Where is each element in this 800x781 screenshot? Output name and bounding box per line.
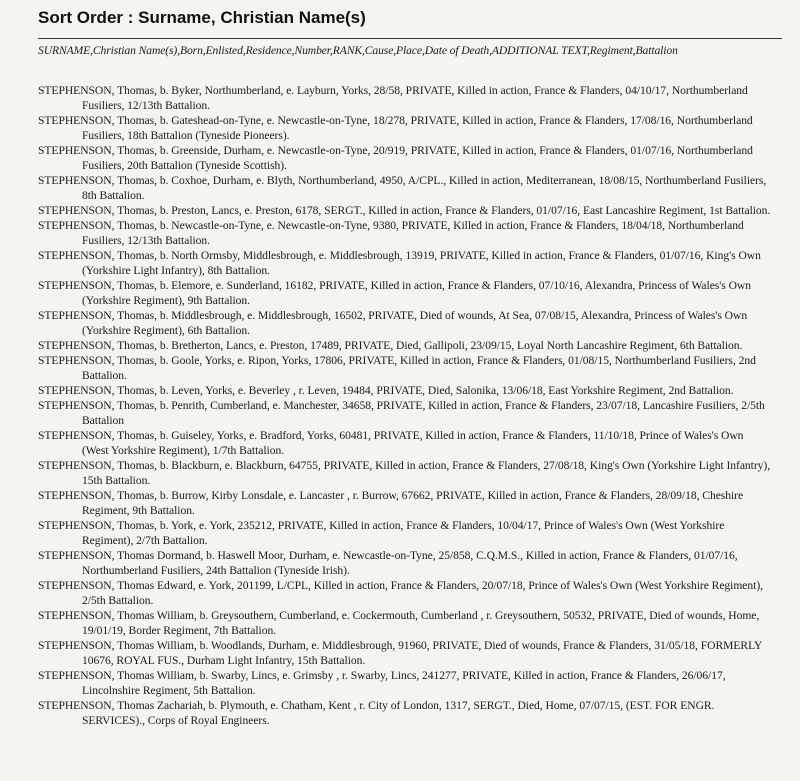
record-entry: STEPHENSON, Thomas, b. Greenside, Durham, e. Newcastle-on-Tyne, 20/919, PRIVATE, Killed in action, France & Flanders, 01/07/16, Northumberland Fusiliers, 20th Battalion (Tyneside Scottish).	[38, 144, 753, 172]
record-entry: STEPHENSON, Thomas, b. Middlesbrough, e. Middlesbrough, 16502, PRIVATE, Died of wounds, At Sea, 07/08/15, Alexandra, Princess of Wales's Own (Yorkshire Regiment), 6th Battalion.	[38, 309, 748, 337]
columns-header: SURNAME,Christian Name(s),Born,Enlisted,Residence,Number,RANK,Cause,Place,Date of Death,ADDITIONAL TEXT,Regiment,Battalion	[38, 38, 782, 57]
record-entry: STEPHENSON, Thomas, b. Coxhoe, Durham, e. Blyth, Northumberland, 4950, A/CPL., Killed in action, Mediterranean, 18/08/15, Northumberland Fusiliers, 8th Battalion.	[38, 174, 767, 202]
record-entry: STEPHENSON, Thomas, b. Newcastle-on-Tyne, e. Newcastle-on-Tyne, 9380, PRIVATE, Killed in action, France & Flanders, 18/04/18, Northumberland Fusiliers, 12/13th Battalion.	[38, 219, 744, 247]
record-entry: STEPHENSON, Thomas, b. North Ormsby, Middlesbrough, e. Middlesbrough, 13919, PRIVATE, Killed in action, France & Flanders, 01/07/16, King's Own (Yorkshire Light Infantry), 8th Battalion.	[38, 249, 761, 277]
record-entry: STEPHENSON, Thomas, b. York, e. York, 235212, PRIVATE, Killed in action, France & Flanders, 10/04/17, Prince of Wales's Own (West Yorkshire Regiment), 2/7th Battalion.	[38, 519, 725, 547]
record-entry: STEPHENSON, Thomas, b. Blackburn, e. Blackburn, 64755, PRIVATE, Killed in action, France & Flanders, 27/08/18, King's Own (Yorkshire Light Infantry), 15th Battalion.	[38, 459, 771, 487]
record-entry: STEPHENSON, Thomas William, b. Woodlands, Durham, e. Middlesbrough, 91960, PRIVATE, Died of wounds, France & Flanders, 31/05/18, FORMERLY 10676, ROYAL FUS., Durham Light Infantry, 15th Battalion.	[38, 639, 762, 667]
records-list	[38, 83, 772, 728]
record-entry: STEPHENSON, Thomas William, b. Swarby, Lincs, e. Grimsby , r. Swarby, Lincs, 241277, PRIVATE, Killed in action, France & Flanders, 26/06/17, Lincolnshire Regiment, 5th Battalion.	[38, 669, 726, 697]
record-entry: STEPHENSON, Thomas, b. Burrow, Kirby Lonsdale, e. Lancaster , r. Burrow, 67662, PRIVATE, Killed in action, France & Flanders, 28/09/18, Cheshire Regiment, 9th Battalion.	[38, 489, 744, 517]
record-entry: STEPHENSON, Thomas, b. Guiseley, Yorks, e. Bradford, Yorks, 60481, PRIVATE, Killed in action, France & Flanders, 11/10/18, Prince of Wales's Own (West Yorkshire Regiment), 1/7th Battalion.	[38, 429, 744, 457]
sort-order-title: Sort Order : Surname, Christian Name(s)	[38, 8, 366, 27]
record-entry: STEPHENSON, Thomas, b. Gateshead-on-Tyne, e. Newcastle-on-Tyne, 18/278, PRIVATE, Killed in action, France & Flanders, 17/08/16, Northumberland Fusiliers, 18th Battalion (Tyneside Pioneers).	[38, 114, 753, 142]
record-entry: STEPHENSON, Thomas Edward, e. York, 201199, L/CPL, Killed in action, France & Flanders, 20/07/18, Prince of Wales's Own (West Yorkshire Regiment), 2/5th Battalion.	[38, 579, 763, 607]
record-entry: STEPHENSON, Thomas, b. Goole, Yorks, e. Ripon, Yorks, 17806, PRIVATE, Killed in action, France & Flanders, 01/08/15, Northumberland Fusiliers, 2nd Battalion.	[38, 354, 756, 382]
record-entry: STEPHENSON, Thomas Dormand, b. Haswell Moor, Durham, e. Newcastle-on-Tyne, 25/858, C.Q.M.S., Killed in action, France & Flanders, 01/07/16, Northumberland Fusiliers, 24th Battalion (Tyneside Irish).	[38, 549, 738, 577]
record-entry: STEPHENSON, Thomas, b. Elemore, e. Sunderland, 16182, PRIVATE, Killed in action, France & Flanders, 07/10/16, Alexandra, Princess of Wales's Own (Yorkshire Regiment), 9th Battalion.	[38, 279, 751, 307]
record-entry: STEPHENSON, Thomas, b. Byker, Northumberland, e. Layburn, Yorks, 28/58, PRIVATE, Killed in action, France & Flanders, 04/10/17, Northumberland Fusiliers, 12/13th Battalion.	[38, 84, 748, 112]
record-entry: STEPHENSON, Thomas, b. Leven, Yorks, e. Beverley , r. Leven, 19484, PRIVATE, Died, Salonika, 13/06/18, East Yorkshire Regiment, 2nd Battalion.	[38, 384, 734, 397]
record-entry: STEPHENSON, Thomas Zachariah, b. Plymouth, e. Chatham, Kent , r. City of London, 1317, SERGT., Died, Home, 07/07/15, (EST. FOR ENGR. SERVICES)., Corps of Royal Engineers.	[38, 699, 715, 727]
record-entry: STEPHENSON, Thomas, b. Penrith, Cumberland, e. Manchester, 34658, PRIVATE, Killed in action, France & Flanders, 23/07/18, Lancashire Fusiliers, 2/5th Battalion	[38, 399, 765, 427]
record-entry: STEPHENSON, Thomas, b. Preston, Lancs, e. Preston, 6178, SERGT., Killed in action, France & Flanders, 01/07/16, East Lancashire Regiment, 1st Battalion.	[38, 204, 771, 217]
record-entry: STEPHENSON, Thomas William, b. Greysouthern, Cumberland, e. Cockermouth, Cumberland , r. Greysouthern, 50532, PRIVATE, Died of wounds, Home, 19/01/19, Border Regiment, 7th Battalion.	[38, 609, 760, 637]
record-entry: STEPHENSON, Thomas, b. Bretherton, Lancs, e. Preston, 17489, PRIVATE, Died, Gallipoli, 23/09/15, Loyal North Lancashire Regiment, 6th Battalion.	[38, 339, 743, 352]
